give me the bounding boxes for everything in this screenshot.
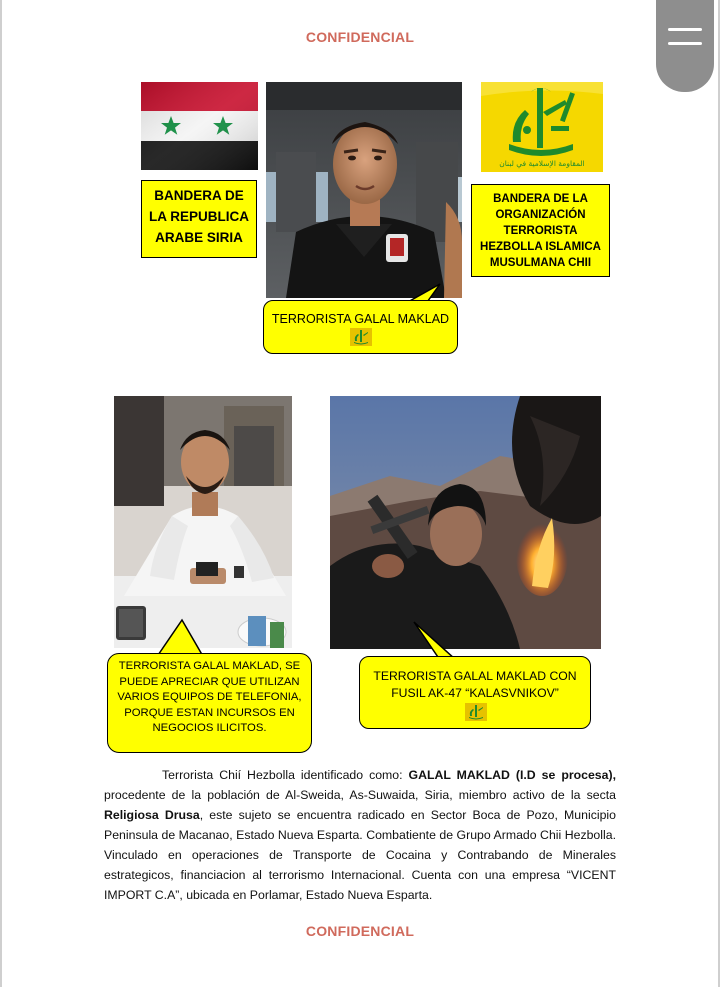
subject-name: GALAL MAKLAD (I.D se procesa), [408, 768, 616, 782]
page-border-left [0, 0, 2, 987]
hezbollah-flag-text: المقاومة الإسلامية في لبنان [499, 159, 585, 168]
body-text-3: , este sujeto se encuentra radicado en Sector Boca de Pozo, Municipio Peninsula de Macanao, Estado Nueva Esparta. Combatiente de Grupo Armado Chii Hezbolla. Vinculado en operaciones de Transporte de Cocaina y Contrabando de Minerales estrategicos, financiacion al terrorismo Internacional. Cuenta con una empresa “VICENT IMPORT C.A”, ubicada en Porlamar, Estado Nueva Esparta. [104, 808, 616, 902]
body-text-1: Terrorista Chií Hezbolla identificado como: [162, 768, 409, 782]
hamburger-icon [668, 42, 702, 45]
caption-bottom-left: TERRORISTA GALAL MAKLAD, SE PUEDE APRECIAR QUE UTILIZAN VARIOS EQUIPOS DE TELEFONIA, PORQUE ESTAN INCURSOS EN NEGOCIOS ILICITOS. [107, 653, 312, 753]
portrait-restaurant-photo [114, 396, 292, 648]
caption-bottom-right [359, 656, 591, 729]
portrait-car-photo [266, 82, 462, 298]
menu-handle-button[interactable] [656, 0, 714, 92]
caption-top [263, 300, 458, 354]
hezbollah-logo-icon [350, 328, 372, 346]
caption-top-text: TERRORISTA GALAL MAKLAD [271, 312, 450, 326]
header-confidential: CONFIDENCIAL [305, 29, 415, 45]
footer-confidential: CONFIDENCIAL [305, 923, 415, 939]
body-paragraph [104, 765, 616, 905]
rifle-fire-photo [330, 396, 601, 649]
hezbollah-logo-icon [465, 703, 487, 721]
caption-bottom-right-line1: TERRORISTA GALAL MAKLAD CON [373, 669, 577, 683]
syria-flag-label: BANDERA DE LA REPUBLICA ARABE SIRIA [141, 180, 257, 258]
caption-bottom-right-line2: FUSIL AK-47 “KALASVNIKOV” [391, 686, 559, 700]
hamburger-icon [668, 28, 702, 31]
callout-tail-bottom-left [150, 618, 210, 658]
hezbollah-flag-label: BANDERA DE LA ORGANIZACIÓN TERRORISTA HEZBOLLA ISLAMICA MUSULMANA CHII [471, 184, 610, 277]
callout-tail-bottom-right [410, 620, 460, 660]
hezbollah-flag-image [481, 82, 603, 172]
syria-flag-image [141, 82, 258, 170]
sect-name: Religiosa Drusa [104, 808, 200, 822]
body-text-2: procedente de la población de Al-Sweida, As-Suwaida, Siria, miembro activo de la secta [104, 788, 616, 802]
